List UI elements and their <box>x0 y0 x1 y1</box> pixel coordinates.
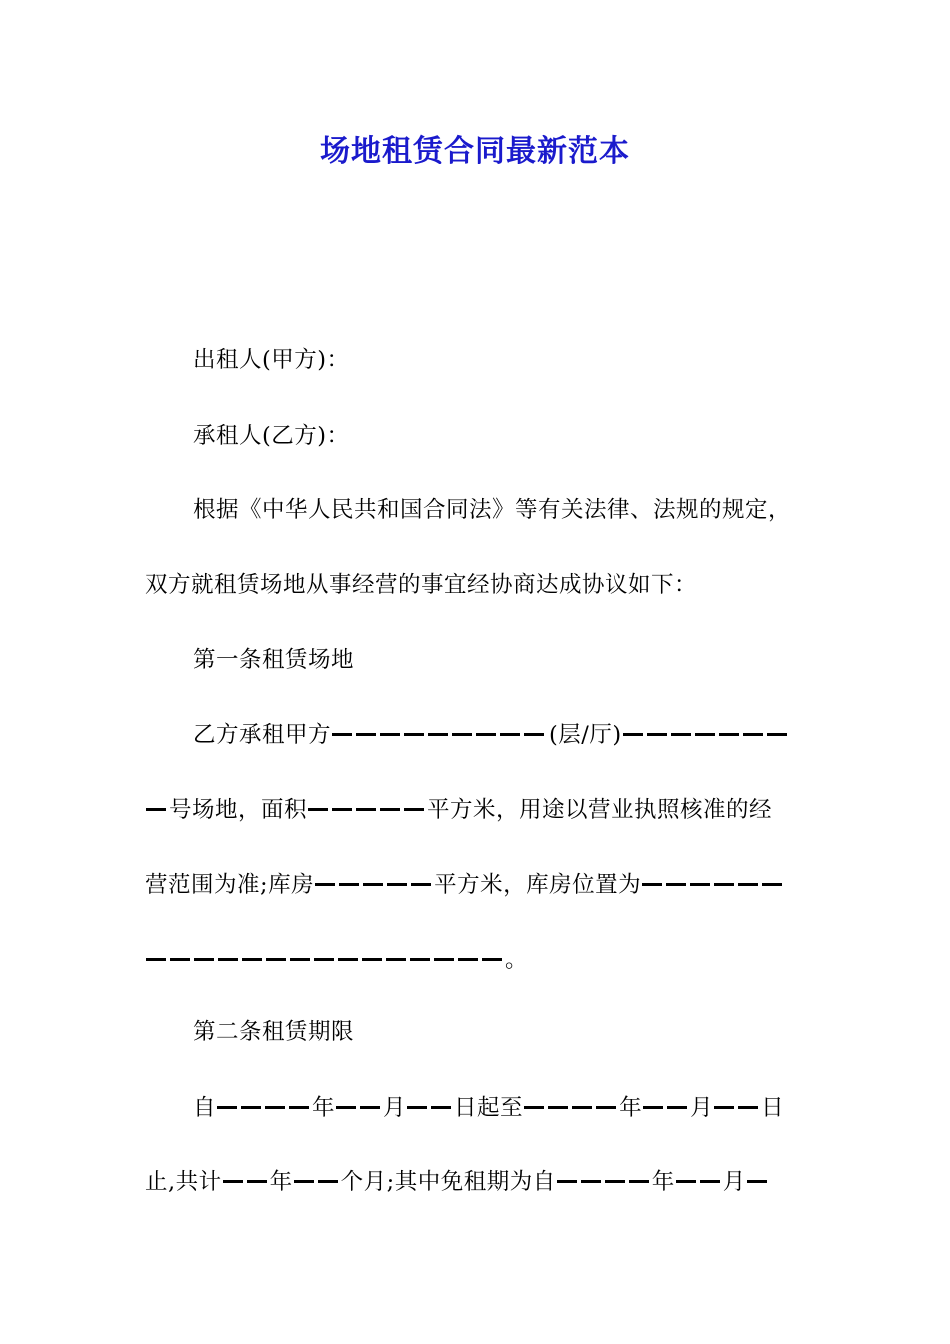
day-to-label: 日起至 <box>454 1095 524 1121</box>
hall-number-blank[interactable] <box>623 733 789 736</box>
free-period-label: 个月;其中免租期为自 <box>340 1169 556 1195</box>
month-label-3: 月 <box>722 1169 746 1195</box>
site-number-blank[interactable] <box>146 808 168 811</box>
warehouse-area-blank[interactable] <box>315 883 433 886</box>
from-label: 自 <box>193 1095 217 1121</box>
article-1-line-4 <box>145 940 825 980</box>
lessee-label: 承租人(乙方)： <box>193 423 350 449</box>
article-2-line-2 <box>145 1162 825 1202</box>
preamble-text-2: 双方就租赁场地从事经营的事宜经协商达成协议如下： <box>145 572 698 598</box>
day-label-2: 日 <box>761 1095 785 1121</box>
start-year-blank[interactable] <box>217 1106 311 1109</box>
preamble-text-1: 根据《中华人民共和国合同法》等有关法律、法规的规定， <box>193 497 792 523</box>
month-label-2: 月 <box>690 1095 714 1121</box>
article-1-text-e: 平方米，库房位置为 <box>434 872 642 898</box>
end-day-blank[interactable] <box>714 1106 760 1109</box>
lessor-label: 出租人(甲方)： <box>193 347 350 373</box>
article-1-text-b: 号场地，面积 <box>169 797 308 823</box>
total-months-blank[interactable] <box>294 1180 340 1183</box>
start-month-blank[interactable] <box>336 1106 382 1109</box>
year-label-2: 年 <box>619 1095 643 1121</box>
lessee-line <box>193 416 825 456</box>
article-1-end: 。 <box>505 947 529 973</box>
end-year-blank[interactable] <box>524 1106 618 1109</box>
article-1-text-a: 乙方承租甲方 <box>193 722 332 748</box>
total-years-blank[interactable] <box>223 1180 269 1183</box>
article-2-heading <box>193 1012 825 1052</box>
article-1-line-2 <box>145 790 825 830</box>
area-blank[interactable] <box>308 808 426 811</box>
preamble-line-2 <box>145 565 825 605</box>
month-label-1: 月 <box>383 1095 407 1121</box>
article-1-text-d: 营范围为准;库房 <box>145 872 315 898</box>
year-label-1: 年 <box>312 1095 336 1121</box>
article-1-heading <box>193 640 825 680</box>
end-month-blank[interactable] <box>643 1106 689 1109</box>
document-title: 场地租赁合同最新范本 <box>320 134 630 169</box>
article-1-line-3 <box>145 865 825 905</box>
preamble-line-1 <box>193 490 825 530</box>
floor-blank[interactable] <box>332 733 548 736</box>
year-label-4: 年 <box>651 1169 675 1195</box>
floor-unit: (层/厅) <box>549 722 622 748</box>
free-start-month-blank[interactable] <box>676 1180 722 1183</box>
warehouse-location-blank-1[interactable] <box>642 883 782 886</box>
article-1-title: 第一条租赁场地 <box>193 647 355 673</box>
year-label-3: 年 <box>269 1169 293 1195</box>
start-day-blank[interactable] <box>407 1106 453 1109</box>
warehouse-location-blank-2[interactable] <box>146 958 504 961</box>
article-1-line-1 <box>193 715 825 755</box>
article-1-text-c: 平方米，用途以营业执照核准的经 <box>427 797 773 823</box>
article-2-title: 第二条租赁期限 <box>193 1019 355 1045</box>
free-start-day-blank[interactable] <box>747 1180 767 1183</box>
total-label: 止,共计 <box>145 1169 222 1195</box>
article-2-line-1 <box>193 1088 825 1128</box>
free-start-year-blank[interactable] <box>557 1180 651 1183</box>
lessor-line <box>193 340 825 380</box>
